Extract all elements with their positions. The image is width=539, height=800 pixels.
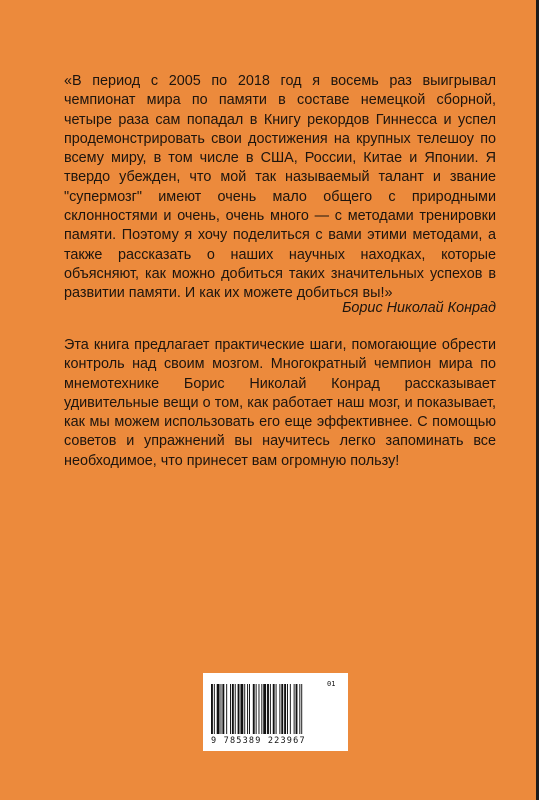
barcode-bars-icon	[211, 684, 331, 734]
barcode	[203, 673, 348, 751]
book-description: Эта книга предлагает практические шаги, помогающие обрести контроль над своим мозгом. Многократный чемпион мира по мнемотехнике Борис Николай Конрад рассказывает удивительные вещи о том, как работает наш мозг, и показывает, как мы можем использовать его еще эффективнее. С помощью советов и упражнений вы научитесь легко запоминать все необходимое, что принесет вам огромную пользу!	[64, 337, 496, 469]
barcode-digits: 9 785389 223967	[211, 736, 306, 746]
barcode-addon: 01	[327, 680, 336, 688]
author-quote: «В период с 2005 по 2018 год я восемь раз выигрывал чемпионат мира по памяти в составе немецкой сборной, четыре раза сам попадал в Книгу рекордов Гиннесса и успел продемонстрировать свои достижения на крупных телешоу по всему миру, в том числе в США, России, Китае и Японии. Я твердо убежден, что мой так называемый талант и звание "супермозг" имеют очень мало общего с природными склонностями и очень, очень много — с методами тренировки памяти. Поэтому я хочу поделиться с вами этими методами, а также рассказать о наших научных находках, которые объясняют, как можно добиться таких значительных успехов в развитии памяти. И как их можете добиться вы!»	[64, 73, 496, 302]
quote-author: Борис Николай Конрад	[342, 300, 496, 316]
